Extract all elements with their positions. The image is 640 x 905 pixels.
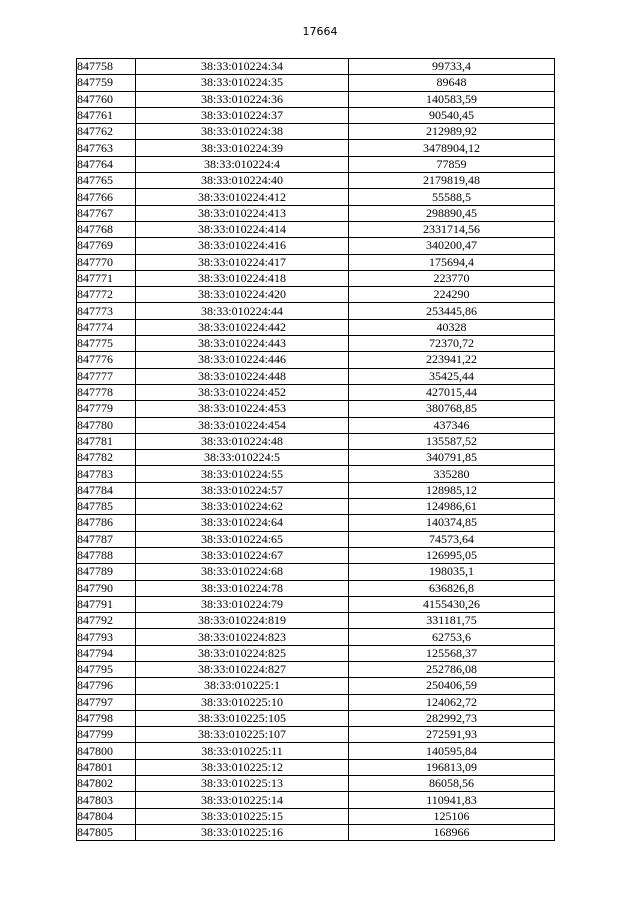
cadastral-value-cell: 253445,86	[349, 303, 555, 319]
cadastral-number-cell: 38:33:010224:34	[136, 59, 349, 75]
row-number-cell: 847789	[77, 564, 136, 580]
cadastral-number-cell: 38:33:010224:448	[136, 368, 349, 384]
table-row	[77, 156, 555, 172]
row-number-cell: 847768	[77, 221, 136, 237]
row-number-cell: 847760	[77, 91, 136, 107]
cadastral-value-cell: 110941,83	[349, 792, 555, 808]
cadastral-value-cell: 74573,64	[349, 531, 555, 547]
row-number-cell: 847763	[77, 140, 136, 156]
row-number-cell: 847802	[77, 776, 136, 792]
cadastral-number-cell: 38:33:010225:12	[136, 759, 349, 775]
table-row	[77, 189, 555, 205]
row-number-cell: 847794	[77, 645, 136, 661]
cadastral-number-cell: 38:33:010224:443	[136, 336, 349, 352]
cadastral-number-cell: 38:33:010225:11	[136, 743, 349, 759]
cadastral-value-cell: 124062,72	[349, 694, 555, 710]
cadastral-value-cell: 3478904,12	[349, 140, 555, 156]
cadastral-number-cell: 38:33:010224:413	[136, 205, 349, 221]
cadastral-value-cell: 168966	[349, 824, 555, 840]
cadastral-number-cell: 38:33:010224:37	[136, 107, 349, 123]
cadastral-value-cell: 35425,44	[349, 368, 555, 384]
row-number-cell: 847775	[77, 336, 136, 352]
cadastral-value-cell: 272591,93	[349, 727, 555, 743]
row-number-cell: 847779	[77, 401, 136, 417]
row-number-cell: 847767	[77, 205, 136, 221]
cadastral-number-cell: 38:33:010224:68	[136, 564, 349, 580]
cadastral-number-cell: 38:33:010224:819	[136, 613, 349, 629]
cadastral-number-cell: 38:33:010224:44	[136, 303, 349, 319]
cadastral-number-cell: 38:33:010224:452	[136, 384, 349, 400]
table-row	[77, 417, 555, 433]
cadastral-value-cell: 196813,09	[349, 759, 555, 775]
cadastral-number-cell: 38:33:010225:16	[136, 824, 349, 840]
table-row	[77, 303, 555, 319]
row-number-cell: 847762	[77, 124, 136, 140]
cadastral-number-cell: 38:33:010224:420	[136, 287, 349, 303]
table-row	[77, 221, 555, 237]
row-number-cell: 847804	[77, 808, 136, 824]
page-number: 17664	[302, 25, 338, 38]
table-row	[77, 629, 555, 645]
table-row	[77, 107, 555, 123]
table-body	[77, 59, 555, 841]
row-number-cell: 847798	[77, 710, 136, 726]
cadastral-value-cell: 198035,1	[349, 564, 555, 580]
cadastral-number-cell: 38:33:010225:107	[136, 727, 349, 743]
cadastral-value-cell: 331181,75	[349, 613, 555, 629]
table-row	[77, 450, 555, 466]
cadastral-value-cell: 2179819,48	[349, 173, 555, 189]
table-row	[77, 596, 555, 612]
cadastral-number-cell: 38:33:010224:453	[136, 401, 349, 417]
cadastral-value-cell: 62753,6	[349, 629, 555, 645]
row-number-cell: 847783	[77, 466, 136, 482]
cadastral-number-cell: 38:33:010224:414	[136, 221, 349, 237]
row-number-cell: 847796	[77, 678, 136, 694]
table-row	[77, 75, 555, 91]
table-row	[77, 336, 555, 352]
table-row	[77, 401, 555, 417]
row-number-cell: 847788	[77, 547, 136, 563]
cadastral-value-cell: 140595,84	[349, 743, 555, 759]
row-number-cell: 847786	[77, 515, 136, 531]
table-row	[77, 564, 555, 580]
table-row	[77, 352, 555, 368]
row-number-cell: 847759	[77, 75, 136, 91]
table-row	[77, 124, 555, 140]
cadastral-value-cell: 282992,73	[349, 710, 555, 726]
cadastral-value-cell: 140583,59	[349, 91, 555, 107]
cadastral-number-cell: 38:33:010224:418	[136, 270, 349, 286]
cadastral-value-cell: 252786,08	[349, 661, 555, 677]
cadastral-number-cell: 38:33:010225:10	[136, 694, 349, 710]
row-number-cell: 847801	[77, 759, 136, 775]
row-number-cell: 847778	[77, 384, 136, 400]
cadastral-value-cell: 380768,85	[349, 401, 555, 417]
cadastral-number-cell: 38:33:010224:65	[136, 531, 349, 547]
cadastral-number-cell: 38:33:010224:39	[136, 140, 349, 156]
cadastral-value-table	[76, 58, 555, 841]
cadastral-value-cell: 89648	[349, 75, 555, 91]
table-row	[77, 368, 555, 384]
cadastral-value-cell: 298890,45	[349, 205, 555, 221]
table-row	[77, 678, 555, 694]
row-number-cell: 847780	[77, 417, 136, 433]
cadastral-value-cell: 126995,05	[349, 547, 555, 563]
cadastral-number-cell: 38:33:010225:15	[136, 808, 349, 824]
cadastral-value-cell: 427015,44	[349, 384, 555, 400]
cadastral-number-cell: 38:33:010224:442	[136, 319, 349, 335]
row-number-cell: 847774	[77, 319, 136, 335]
table-row	[77, 694, 555, 710]
cadastral-number-cell: 38:33:010224:823	[136, 629, 349, 645]
cadastral-value-cell: 40328	[349, 319, 555, 335]
row-number-cell: 847792	[77, 613, 136, 629]
table-row	[77, 140, 555, 156]
cadastral-number-cell: 38:33:010224:825	[136, 645, 349, 661]
cadastral-value-cell: 99733,4	[349, 59, 555, 75]
row-number-cell: 847770	[77, 254, 136, 270]
cadastral-value-cell: 340200,47	[349, 238, 555, 254]
cadastral-number-cell: 38:33:010224:40	[136, 173, 349, 189]
row-number-cell: 847781	[77, 433, 136, 449]
cadastral-number-cell: 38:33:010224:48	[136, 433, 349, 449]
row-number-cell: 847805	[77, 824, 136, 840]
cadastral-number-cell: 38:33:010225:105	[136, 710, 349, 726]
table-row	[77, 824, 555, 840]
row-number-cell: 847787	[77, 531, 136, 547]
table-row	[77, 173, 555, 189]
cadastral-value-cell: 212989,92	[349, 124, 555, 140]
cadastral-number-cell: 38:33:010224:57	[136, 482, 349, 498]
table-row	[77, 466, 555, 482]
row-number-cell: 847795	[77, 661, 136, 677]
cadastral-value-cell: 175694,4	[349, 254, 555, 270]
table-row	[77, 499, 555, 515]
cadastral-value-cell: 223770	[349, 270, 555, 286]
row-number-cell: 847790	[77, 580, 136, 596]
row-number-cell: 847766	[77, 189, 136, 205]
table-row	[77, 743, 555, 759]
cadastral-value-cell: 437346	[349, 417, 555, 433]
cadastral-value-cell: 223941,22	[349, 352, 555, 368]
row-number-cell: 847771	[77, 270, 136, 286]
cadastral-number-cell: 38:33:010224:67	[136, 547, 349, 563]
table-row	[77, 515, 555, 531]
row-number-cell: 847791	[77, 596, 136, 612]
cadastral-value-cell: 86058,56	[349, 776, 555, 792]
row-number-cell: 847776	[77, 352, 136, 368]
cadastral-value-cell: 4155430,26	[349, 596, 555, 612]
row-number-cell: 847799	[77, 727, 136, 743]
table-row	[77, 792, 555, 808]
cadastral-number-cell: 38:33:010225:13	[136, 776, 349, 792]
table-row	[77, 808, 555, 824]
table-row	[77, 287, 555, 303]
table-row	[77, 710, 555, 726]
cadastral-value-cell: 224290	[349, 287, 555, 303]
cadastral-number-cell: 38:33:010224:36	[136, 91, 349, 107]
cadastral-value-cell: 124986,61	[349, 499, 555, 515]
row-number-cell: 847777	[77, 368, 136, 384]
table-row	[77, 254, 555, 270]
cadastral-value-cell: 125106	[349, 808, 555, 824]
row-number-cell: 847769	[77, 238, 136, 254]
row-number-cell: 847773	[77, 303, 136, 319]
row-number-cell: 847772	[77, 287, 136, 303]
table-row	[77, 645, 555, 661]
cadastral-number-cell: 38:33:010224:4	[136, 156, 349, 172]
table-row	[77, 759, 555, 775]
row-number-cell: 847764	[77, 156, 136, 172]
row-number-cell: 847800	[77, 743, 136, 759]
cadastral-number-cell: 38:33:010224:62	[136, 499, 349, 515]
cadastral-value-cell: 135587,52	[349, 433, 555, 449]
row-number-cell: 847765	[77, 173, 136, 189]
row-number-cell: 847793	[77, 629, 136, 645]
row-number-cell: 847785	[77, 499, 136, 515]
cadastral-number-cell: 38:33:010224:64	[136, 515, 349, 531]
table-row	[77, 613, 555, 629]
table-row	[77, 776, 555, 792]
cadastral-value-cell: 335280	[349, 466, 555, 482]
table-row	[77, 238, 555, 254]
cadastral-value-cell: 55588,5	[349, 189, 555, 205]
row-number-cell: 847761	[77, 107, 136, 123]
row-number-cell: 847782	[77, 450, 136, 466]
table-row	[77, 482, 555, 498]
row-number-cell: 847758	[77, 59, 136, 75]
cadastral-number-cell: 38:33:010224:35	[136, 75, 349, 91]
table-row	[77, 59, 555, 75]
cadastral-number-cell: 38:33:010224:417	[136, 254, 349, 270]
cadastral-number-cell: 38:33:010224:79	[136, 596, 349, 612]
table-row	[77, 319, 555, 335]
cadastral-number-cell: 38:33:010224:827	[136, 661, 349, 677]
cadastral-value-cell: 636826,8	[349, 580, 555, 596]
table-row	[77, 384, 555, 400]
cadastral-value-cell: 90540,45	[349, 107, 555, 123]
table-row	[77, 531, 555, 547]
row-number-cell: 847784	[77, 482, 136, 498]
cadastral-number-cell: 38:33:010224:416	[136, 238, 349, 254]
table-row	[77, 270, 555, 286]
cadastral-number-cell: 38:33:010224:454	[136, 417, 349, 433]
cadastral-number-cell: 38:33:010225:1	[136, 678, 349, 694]
table-row	[77, 727, 555, 743]
row-number-cell: 847803	[77, 792, 136, 808]
cadastral-value-cell: 77859	[349, 156, 555, 172]
cadastral-number-cell: 38:33:010225:14	[136, 792, 349, 808]
table-row	[77, 580, 555, 596]
cadastral-value-cell: 340791,85	[349, 450, 555, 466]
table-row	[77, 547, 555, 563]
cadastral-number-cell: 38:33:010224:55	[136, 466, 349, 482]
cadastral-value-cell: 72370,72	[349, 336, 555, 352]
cadastral-number-cell: 38:33:010224:446	[136, 352, 349, 368]
cadastral-value-cell: 128985,12	[349, 482, 555, 498]
table-row	[77, 661, 555, 677]
cadastral-number-cell: 38:33:010224:38	[136, 124, 349, 140]
table-row	[77, 433, 555, 449]
table-row	[77, 91, 555, 107]
cadastral-number-cell: 38:33:010224:5	[136, 450, 349, 466]
cadastral-number-cell: 38:33:010224:78	[136, 580, 349, 596]
cadastral-value-cell: 250406,59	[349, 678, 555, 694]
row-number-cell: 847797	[77, 694, 136, 710]
cadastral-value-cell: 140374,85	[349, 515, 555, 531]
cadastral-value-cell: 2331714,56	[349, 221, 555, 237]
cadastral-value-cell: 125568,37	[349, 645, 555, 661]
cadastral-number-cell: 38:33:010224:412	[136, 189, 349, 205]
table-row	[77, 205, 555, 221]
